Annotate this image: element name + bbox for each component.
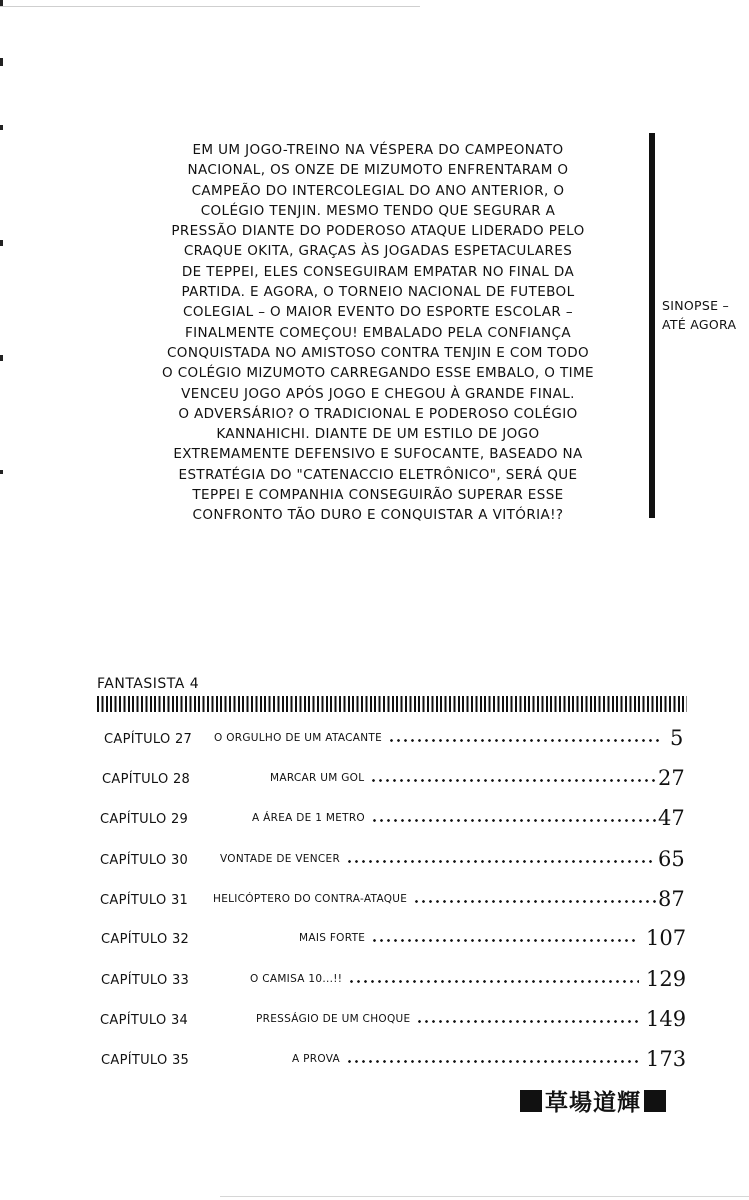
chapter-label: CAPÍTULO 29 bbox=[100, 812, 189, 827]
toc-row bbox=[0, 924, 749, 958]
chapter-leader bbox=[250, 972, 639, 986]
synopsis-line: PARTIDA. E AGORA, O TORNEIO NACIONAL DE FUTEBOL bbox=[181, 284, 575, 301]
chapter-page: 47 bbox=[658, 806, 685, 830]
chapter-leader bbox=[299, 931, 639, 945]
toc-row bbox=[0, 1045, 749, 1079]
chapter-label: CAPÍTULO 32 bbox=[101, 932, 190, 947]
chapter-label: CAPÍTULO 33 bbox=[101, 973, 190, 988]
chapter-leader bbox=[270, 771, 656, 785]
chapter-leader bbox=[213, 892, 656, 906]
synopsis-line: CAMPEÃO DO INTERCOLEGIAL DO ANO ANTERIOR, O bbox=[191, 182, 565, 199]
chapter-leader bbox=[214, 731, 662, 745]
synopsis-line: DE TEPPEI, ELES CONSEGUIRAM EMPATAR NO FINAL DA bbox=[181, 263, 575, 280]
barcode-divider bbox=[97, 696, 687, 712]
bottom-rule bbox=[220, 1196, 749, 1197]
chapter-page: 65 bbox=[658, 847, 685, 871]
chapter-title: PRESSÁGIO DE UM CHOQUE bbox=[256, 1013, 411, 1025]
synopsis-line: EXTREMAMENTE DEFENSIVO E SUFOCANTE, BASEADO NA bbox=[173, 446, 583, 463]
chapter-page: 129 bbox=[646, 967, 687, 991]
top-rule bbox=[0, 6, 420, 7]
toc-title: FANTASISTA 4 bbox=[97, 676, 200, 692]
toc-row bbox=[0, 764, 749, 798]
chapter-label: CAPÍTULO 30 bbox=[100, 853, 189, 868]
synopsis-line: CONQUISTADA NO AMISTOSO CONTRA TENJIN E COM TODO bbox=[166, 344, 590, 361]
chapter-label: CAPÍTULO 28 bbox=[102, 772, 191, 787]
synopsis-line: KANNAHICHI. DIANTE DE UM ESTILO DE JOGO bbox=[216, 426, 540, 443]
synopsis-line: NACIONAL, OS ONZE DE MIZUMOTO ENFRENTARAM O bbox=[187, 162, 569, 179]
synopsis-line: FINALMENTE COMEÇOU! EMBALADO PELA CONFIANÇA bbox=[185, 324, 571, 341]
square-bullet-icon bbox=[520, 1090, 542, 1112]
toc-row bbox=[0, 845, 749, 879]
dot-leader bbox=[346, 860, 656, 863]
chapter-page: 149 bbox=[646, 1007, 687, 1031]
synopsis-line: CRAQUE OKITA, GRAÇAS ÀS JOGADAS ESPETACULARES bbox=[183, 243, 573, 260]
side-label-line-2: ATÉ AGORA bbox=[662, 317, 737, 332]
synopsis-line: ESTRATÉGIA DO "CATENACCIO ELETRÔNICO", SERÁ QUE bbox=[178, 466, 578, 483]
toc-row bbox=[0, 1005, 749, 1039]
synopsis-line: VENCEU JOGO APÓS JOGO E CHEGOU À GRANDE FINAL. bbox=[181, 385, 575, 402]
chapter-leader bbox=[220, 852, 656, 866]
dot-leader bbox=[413, 900, 656, 903]
chapter-title: HELICÓPTERO DO CONTRA-ATAQUE bbox=[213, 893, 408, 905]
chapter-label: CAPÍTULO 27 bbox=[104, 732, 193, 747]
dot-leader bbox=[348, 980, 639, 983]
chapter-label: CAPÍTULO 34 bbox=[100, 1013, 189, 1028]
dot-leader bbox=[346, 1060, 639, 1063]
synopsis-text bbox=[128, 140, 628, 526]
chapter-title: A ÁREA DE 1 METRO bbox=[252, 812, 365, 824]
toc-row bbox=[0, 724, 749, 758]
dot-leader bbox=[388, 739, 662, 742]
chapter-label: CAPÍTULO 35 bbox=[101, 1053, 190, 1068]
chapter-leader bbox=[292, 1052, 639, 1066]
toc-row bbox=[0, 804, 749, 838]
square-bullet-icon bbox=[644, 1090, 666, 1112]
chapter-page: 107 bbox=[646, 926, 687, 950]
chapter-title: O CAMISA 10...!! bbox=[250, 973, 343, 985]
chapter-title: VONTADE DE VENCER bbox=[220, 853, 341, 865]
chapter-title: A PROVA bbox=[292, 1053, 341, 1065]
side-label-line-1: SINOPSE – bbox=[662, 298, 730, 313]
chapter-leader bbox=[256, 1012, 639, 1026]
synopsis-line: EM UM JOGO-TREINO NA VÉSPERA DO CAMPEONATO bbox=[192, 142, 564, 158]
synopsis-line: CONFRONTO TÃO DURO E CONQUISTAR A VITÓRIA!? bbox=[192, 507, 564, 524]
synopsis-line: PRESSÃO DIANTE DO PODEROSO ATAQUE LIDERADO PELO bbox=[171, 223, 585, 240]
synopsis-side-label bbox=[662, 296, 748, 334]
synopsis-line: O ADVERSÁRIO? O TRADICIONAL E PODEROSO COLÉGIO bbox=[178, 405, 578, 422]
chapter-page: 27 bbox=[658, 766, 685, 790]
synopsis-line: COLEGIAL – O MAIOR EVENTO DO ESPORTE ESCOLAR – bbox=[183, 304, 573, 321]
chapter-page: 5 bbox=[670, 726, 684, 750]
dot-leader bbox=[371, 939, 639, 942]
synopsis-vertical-bar bbox=[649, 133, 655, 518]
toc-row bbox=[0, 885, 749, 919]
chapter-title: MARCAR UM GOL bbox=[270, 772, 365, 784]
synopsis-line: TEPPEI E COMPANHIA CONSEGUIRÃO SUPERAR ESSE bbox=[192, 487, 564, 504]
dot-leader bbox=[371, 819, 656, 822]
toc-row bbox=[0, 965, 749, 999]
chapter-title: MAIS FORTE bbox=[299, 932, 366, 944]
chapter-leader bbox=[252, 811, 656, 825]
synopsis-line: COLÉGIO TENJIN. MESMO TENDO QUE SEGURAR A bbox=[200, 202, 556, 219]
chapter-page: 173 bbox=[646, 1047, 687, 1071]
author-credit bbox=[520, 1084, 666, 1117]
chapter-title: O ORGULHO DE UM ATACANTE bbox=[214, 732, 383, 744]
author-name: 草場道輝 bbox=[545, 1089, 641, 1116]
dot-leader bbox=[416, 1020, 639, 1023]
chapter-label: CAPÍTULO 31 bbox=[100, 893, 189, 908]
chapter-page: 87 bbox=[658, 887, 685, 911]
synopsis-line: O COLÉGIO MIZUMOTO CARREGANDO ESSE EMBALO, O TIME bbox=[162, 365, 594, 382]
dot-leader bbox=[370, 779, 656, 782]
